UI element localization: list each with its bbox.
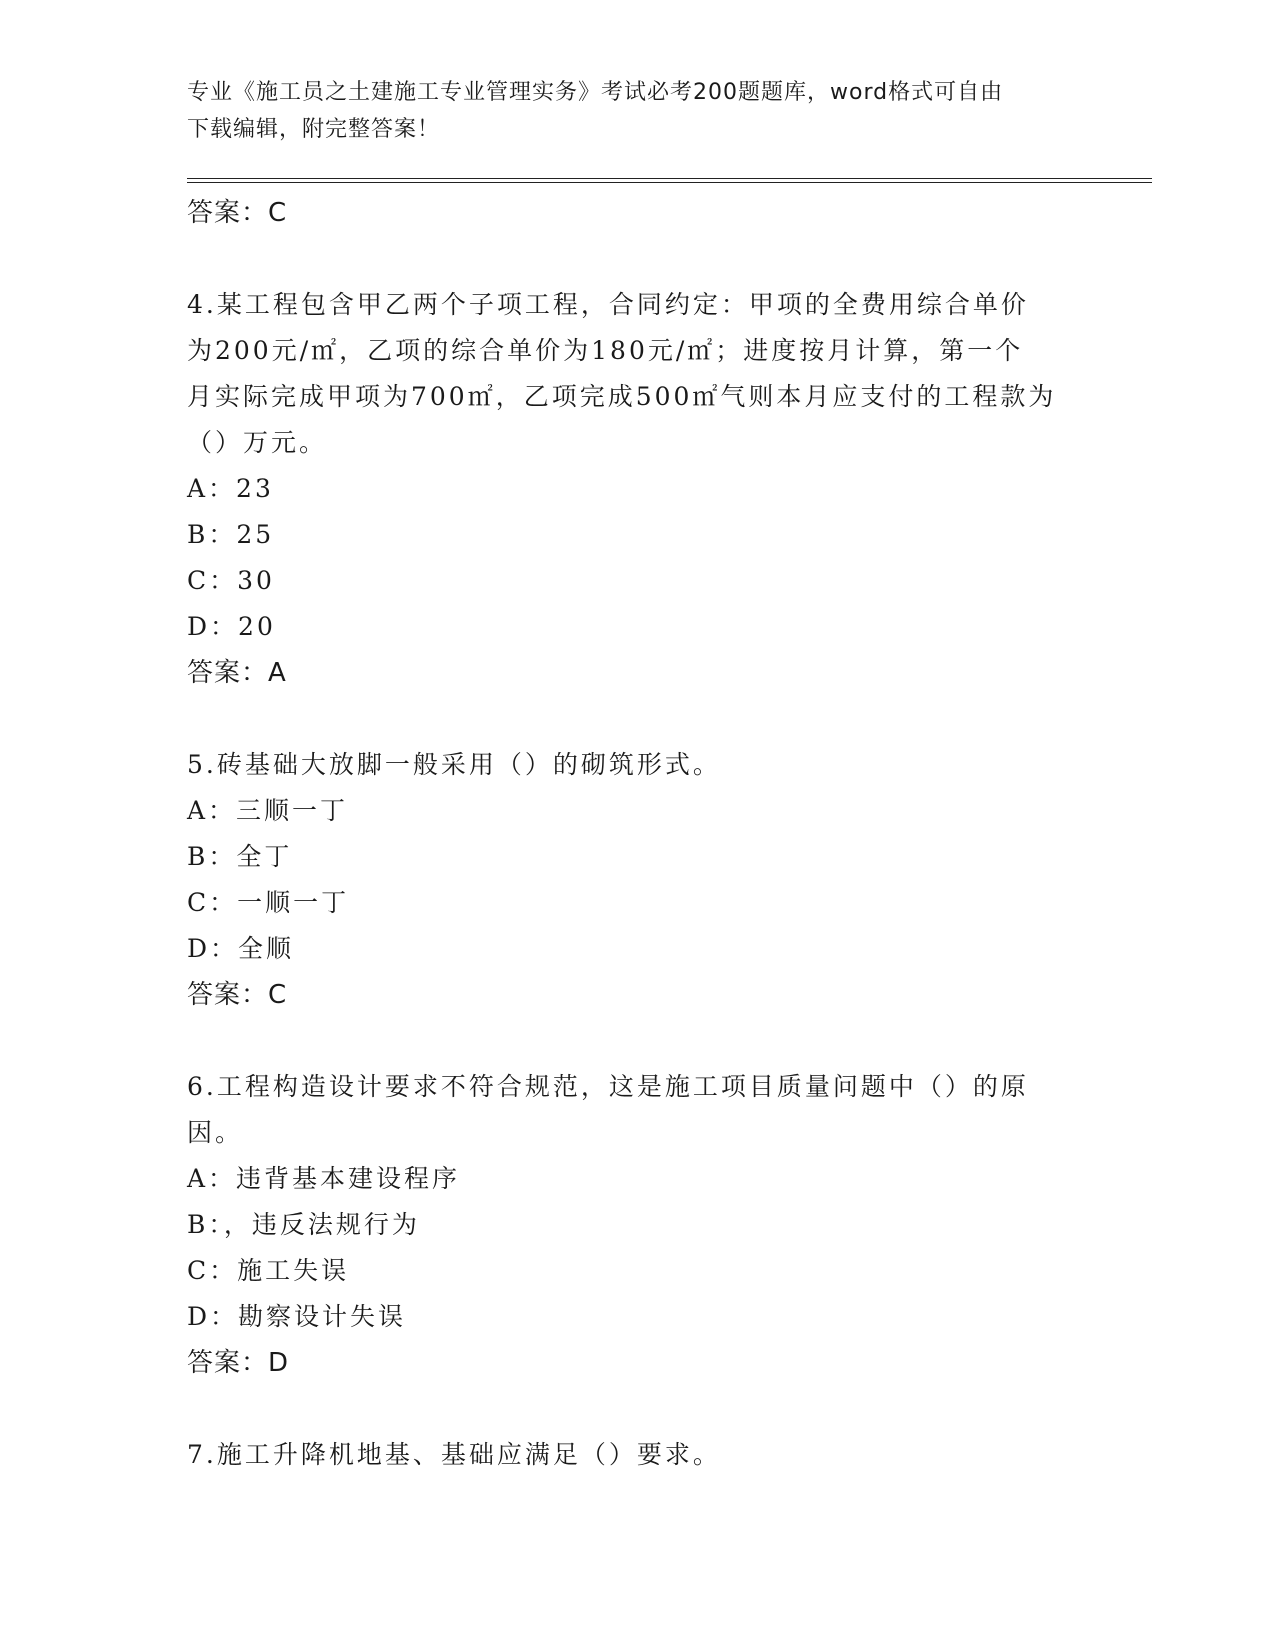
question-stem: 7.施工升降机地基、基础应满足（）要求。 [187, 1440, 721, 1469]
option-b: B：，违反法规行为 [187, 1210, 420, 1239]
question-7 [187, 1432, 1087, 1478]
option-b: B：全丁 [187, 842, 293, 871]
question-list [187, 190, 1087, 1478]
question-stem: 为200元/㎡，乙项的综合单价为180元/㎡；进度按月计算，第一个 [187, 336, 1024, 365]
page-header [187, 74, 1087, 148]
option-a: A：违背基本建设程序 [187, 1164, 461, 1193]
option-d: D：全顺 [187, 934, 295, 963]
option-a: A：23 [187, 474, 274, 503]
spacer [187, 1386, 1087, 1432]
question-4 [187, 282, 1087, 696]
spacer [187, 696, 1087, 742]
option-a: A：三顺一丁 [187, 796, 349, 825]
header-line-1: 专业《施工员之土建施工专业管理实务》考试必考200题题库，word格式可自由 [187, 80, 1004, 105]
option-b: B：25 [187, 520, 275, 549]
option-d: D：勘察设计失误 [187, 1302, 407, 1331]
question-stem: 6.工程构造设计要求不符合规范，这是施工项目质量问题中（）的原 [187, 1072, 1029, 1101]
header-line-2: 下载编辑，附完整答案！ [187, 117, 441, 142]
option-c: C：施工失误 [187, 1256, 350, 1285]
answer: 答案：C [187, 980, 288, 1010]
spacer [187, 1018, 1087, 1064]
header-divider-top [187, 178, 1152, 179]
spacer [187, 236, 1087, 282]
option-c: C：30 [187, 566, 275, 595]
answer-q3: 答案：C [187, 198, 288, 228]
question-stem: 4.某工程包含甲乙两个子项工程，合同约定：甲项的全费用综合单价 [187, 290, 1029, 319]
question-stem: （）万元。 [187, 428, 328, 457]
option-d: D：20 [187, 612, 276, 641]
question-5 [187, 742, 1087, 1018]
answer: 答案：D [187, 1348, 290, 1378]
question-stem: 因。 [187, 1118, 244, 1147]
question-stem: 5.砖基础大放脚一般采用（）的砌筑形式。 [187, 750, 721, 779]
question-6 [187, 1064, 1087, 1386]
question-stem: 月实际完成甲项为700㎡，乙项完成500㎡气则本月应支付的工程款为 [187, 382, 1057, 411]
option-c: C：一顺一丁 [187, 888, 350, 917]
answer: 答案：A [187, 658, 287, 688]
header-divider-bottom [187, 182, 1152, 183]
